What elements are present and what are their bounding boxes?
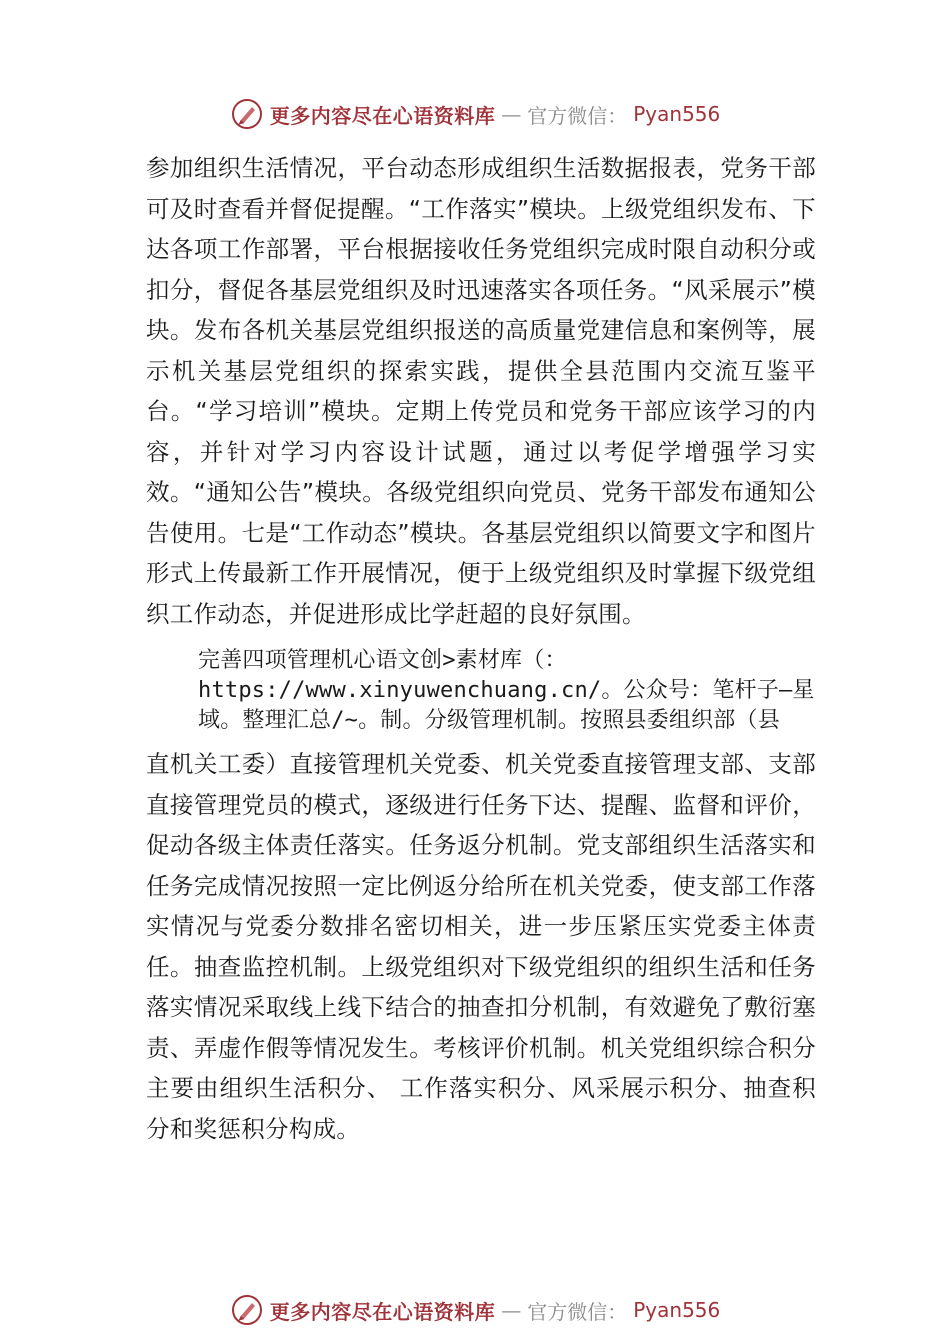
header-banner xyxy=(0,94,950,134)
footer-brand-text: 更多内容尽在心语资料库 xyxy=(269,1299,496,1324)
header-contact-handle: Pyan556 xyxy=(633,102,721,126)
document-body xyxy=(146,148,816,1149)
header-contact-label: 官方微信： xyxy=(527,103,628,128)
quill-pen-logo-icon xyxy=(230,1293,264,1327)
body-paragraph-2: 直机关工委）直接管理机关党委、机关党委直接管理支部、支部直接管理党员的模式，逐级进行任务下达、提醒、监督和评价，促动各级主体责任落实。任务返分机制。党支部组织生活落实和任务完成情况按照一定比例返分给所在机关党委，使支部工作落实情况与党委分数排名密切相关，进一步压紧压实党委主体责任。抽查监控机制。上级党组织对下级党组织的组织生活和任务落实情况采取线上线下结合的抽查扣分机制，有效避免了敷衍塞责、弄虚作假等情况发生。考核评价机制。机关党组织综合积分主要由组织生活积分、 工作落实积分、风采展示积分、抽查积分和奖惩积分构成。 xyxy=(146,750,816,1143)
footer-dash: — xyxy=(501,1298,522,1322)
source-note: 完善四项管理机心语文创>素材库（：https://www.xinyuwenchuang.cn/。公众号：笔杆子—星域。整理汇总/~。制。分级管理机制。按照县委组织部（县 xyxy=(198,648,815,733)
header-brand-text: 更多内容尽在心语资料库 xyxy=(269,103,496,128)
footer-banner xyxy=(0,1290,950,1330)
footer-contact-label: 官方微信： xyxy=(527,1299,628,1324)
header-dash: — xyxy=(501,102,522,126)
footer-contact-handle: Pyan556 xyxy=(633,1298,721,1322)
quill-pen-logo-icon xyxy=(230,97,264,131)
body-paragraph-1: 参加组织生活情况，平台动态形成组织生活数据报表，党务干部可及时查看并督促提醒。“工作落实”模块。上级党组织发布、下达各项工作部署，平台根据接收任务党组织完成时限自动积分或扣分，督促各基层党组织及时迅速落实各项任务。“风采展示”模块。发布各机关基层党组织报送的高质量党建信息和案例等，展示机关基层党组织的探索实践，提供全县范围内交流互鉴平台。“学习培训”模块。定期上传党员和党务干部应该学习的内容，并针对学习内容设计试题，通过以考促学增强学习实效。“通知公告”模块。各级党组织向党员、党务干部发布通知公告使用。七是“工作动态”模块。各基层党组织以简要文字和图片形式上传最新工作开展情况，便于上级党组织及时掌握下级党组织工作动态，并促进形成比学赶超的良好氛围。 xyxy=(146,154,816,628)
